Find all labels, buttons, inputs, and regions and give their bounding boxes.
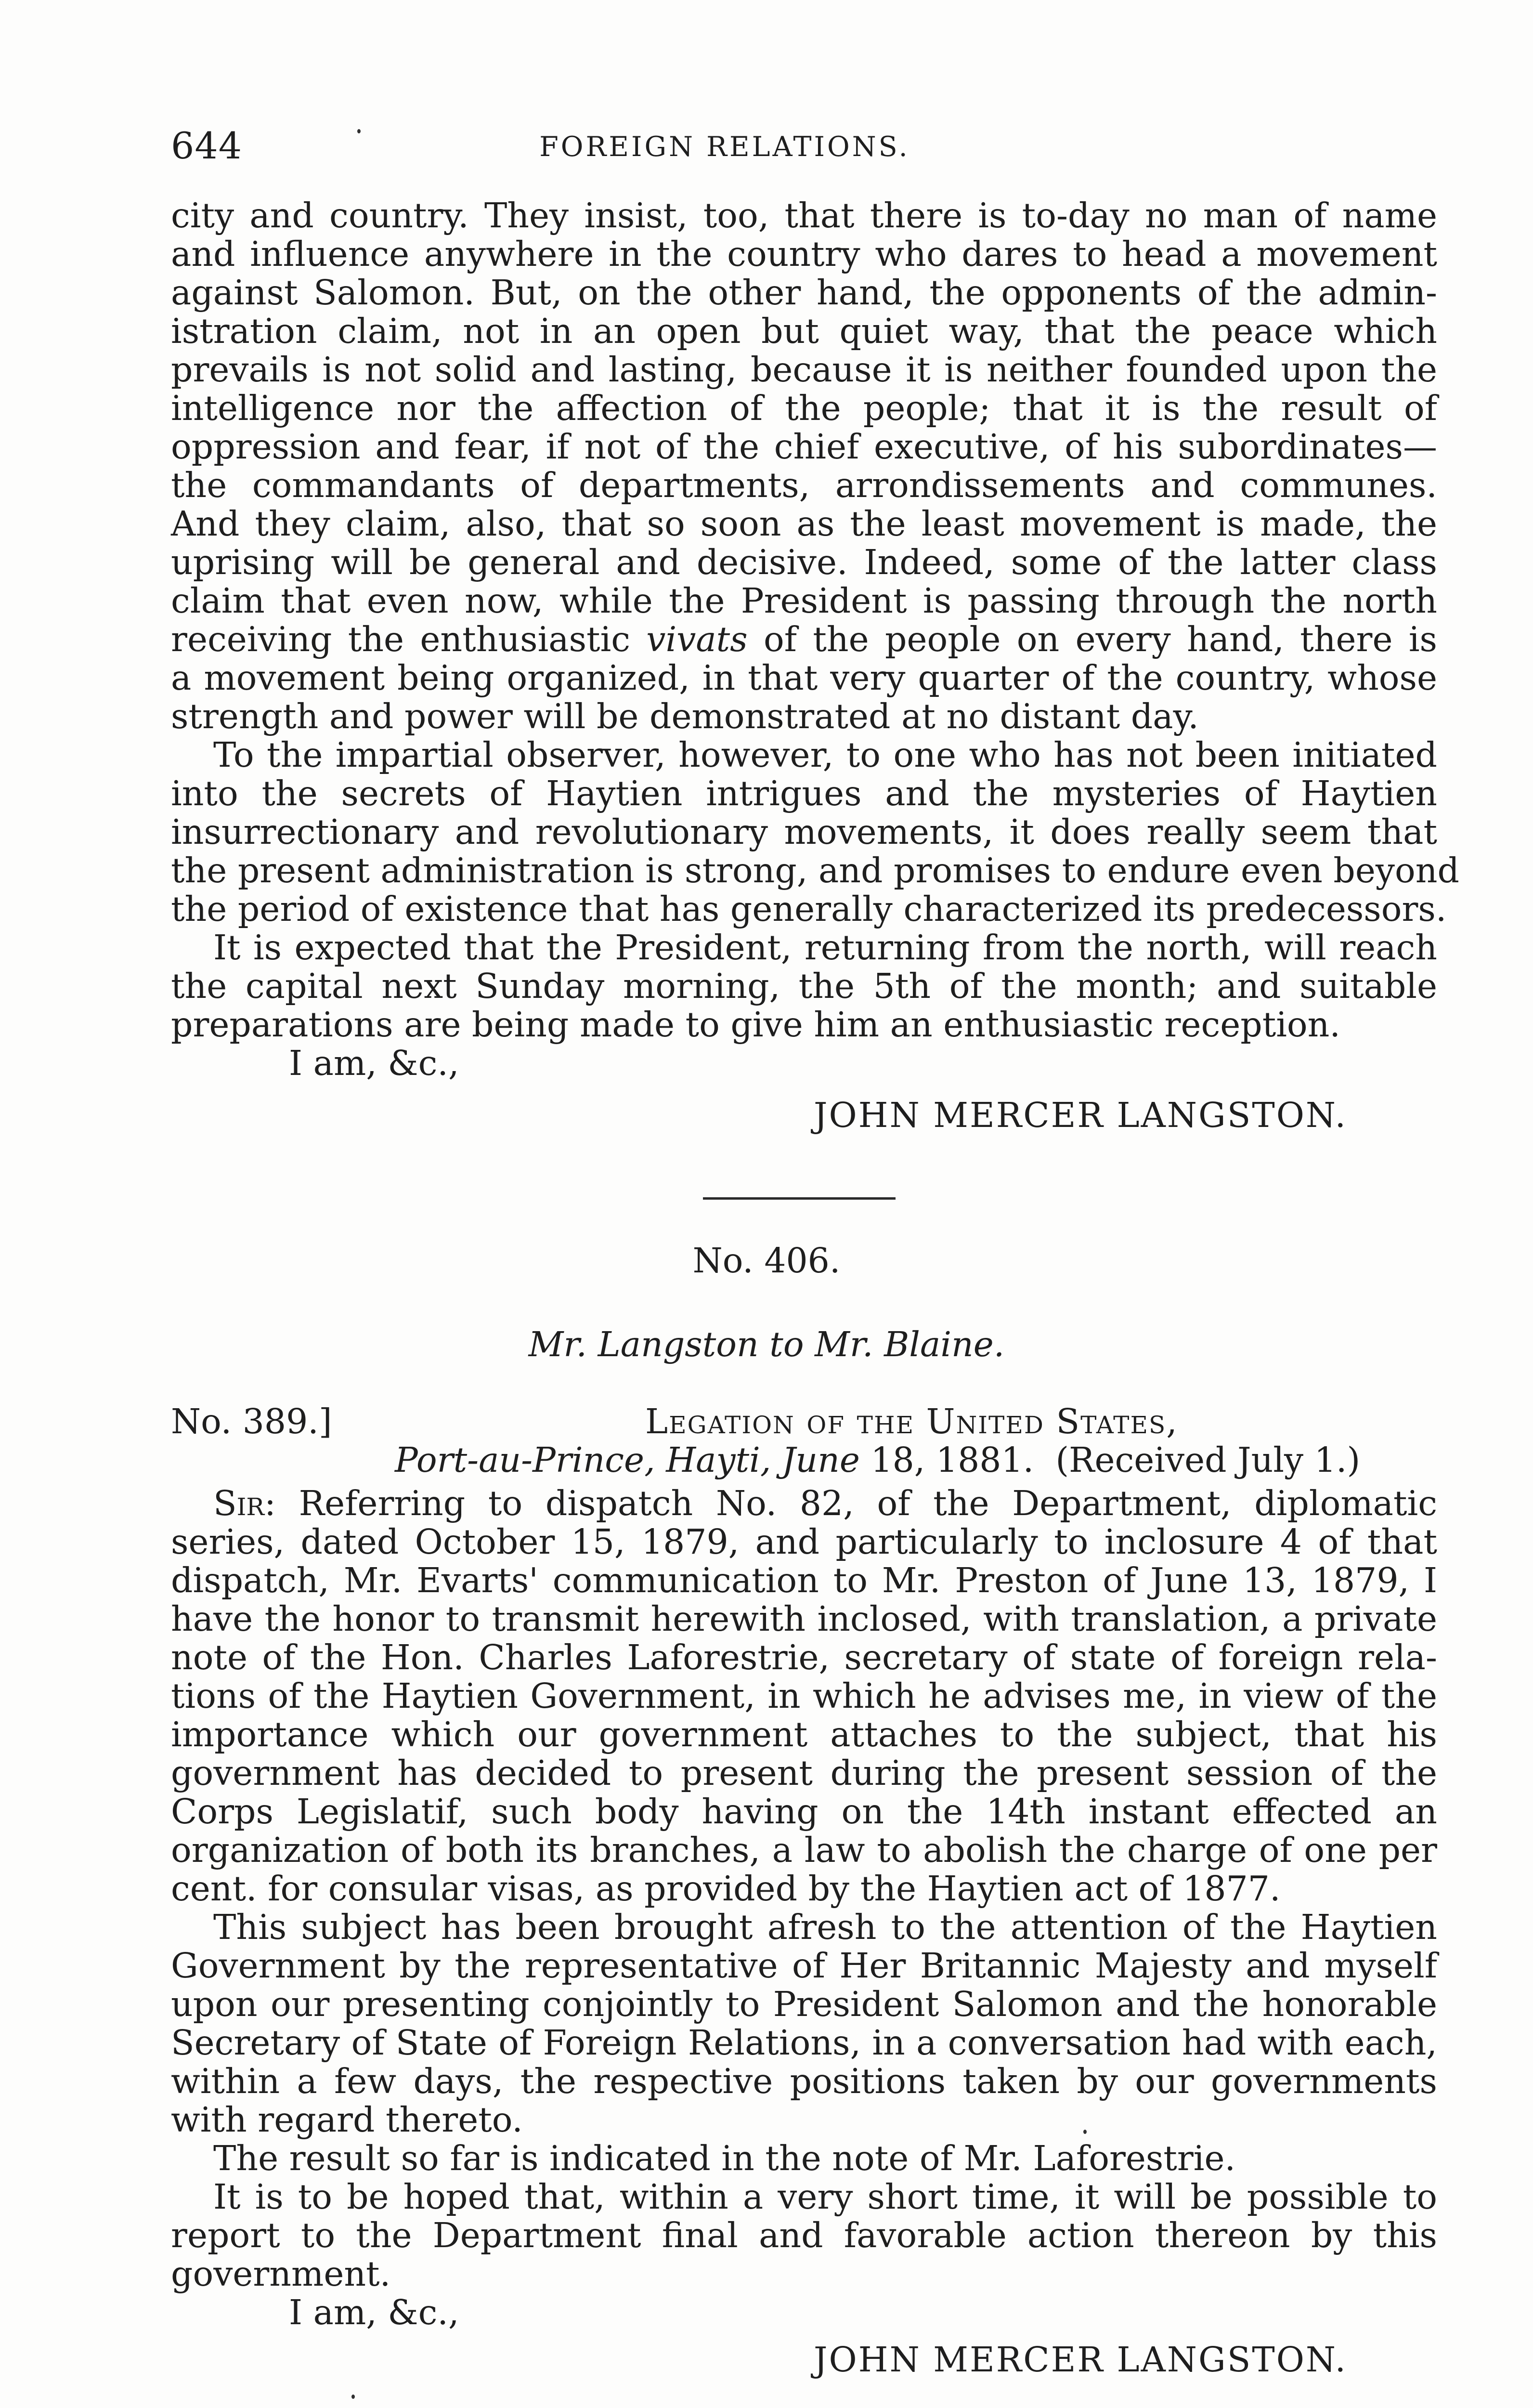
text-line: tions of the Haytien Government, in which he advises me, in view of the xyxy=(171,1676,1437,1716)
text-line: government. xyxy=(171,2254,391,2294)
text-line: have the honor to transmit herewith inclosed, with translation, a private xyxy=(171,1599,1437,1639)
signature: JOHN MERCER LANGSTON. xyxy=(814,1095,1348,1135)
text-line: prevails is not solid and lasting, because it is neither founded upon the xyxy=(171,350,1437,390)
text-line: series, dated October 15, 1879, and particularly to inclosure 4 of that xyxy=(171,1522,1437,1562)
text-line: and influence anywhere in the country who dares to head a movement xyxy=(171,234,1437,274)
dateline xyxy=(395,1440,1360,1480)
text-line: The result so far is indicated in the note of Mr. Laforestrie. xyxy=(213,2138,1236,2178)
dispatch-number: No. 389.] xyxy=(171,1401,332,1441)
section-divider xyxy=(703,1197,896,1200)
text-line: organization of both its branches, a law to abolish the charge of one per xyxy=(171,1830,1437,1870)
text-line: strength and power will be demonstrated at no distant day. xyxy=(171,696,1199,736)
scan-speck xyxy=(357,129,361,133)
running-title: FOREIGN RELATIONS. xyxy=(539,131,910,163)
paragraph-hoped xyxy=(171,2178,1437,2293)
text-line: uprising will be general and decisive. Indeed, some of the latter class xyxy=(171,542,1437,582)
salutation: Sir xyxy=(213,1483,265,1523)
text-line: insurrectionary and revolutionary movements, it does really seem that xyxy=(171,812,1437,852)
page-number: 644 xyxy=(171,124,243,167)
paragraph-referring xyxy=(171,1484,1437,1908)
text-line: istration claim, not in an open but quiet way, that the peace which xyxy=(171,311,1437,351)
text-line: preparations are being made to give him an enthusiastic reception. xyxy=(171,1005,1340,1045)
scan-speck xyxy=(1083,2130,1087,2134)
dateline-day: 18, 1881. xyxy=(859,1440,1034,1480)
text-line: Government by the representative of Her Britannic Majesty and myself xyxy=(171,1946,1437,1986)
text-fragment: of the people on every hand, there is xyxy=(747,619,1437,659)
text-line: note of the Hon. Charles Laforestrie, secretary of state of foreign rela- xyxy=(171,1637,1437,1677)
text-line: cent. for consular visas, as provided by the Haytien act of 1877. xyxy=(171,1869,1281,1909)
text-line: upon our presenting conjointly to President Salomon and the honorable xyxy=(171,1984,1437,2024)
text-line: the capital next Sunday morning, the 5th of the month; and suitable xyxy=(171,966,1437,1006)
received-note: (Received July 1.) xyxy=(1055,1440,1361,1480)
text-line: claim that even now, while the President is passing through the north xyxy=(171,581,1437,621)
document-number: No. 406. xyxy=(692,1241,841,1281)
text-line: with regard thereto. xyxy=(171,2100,523,2140)
paragraph-continuation xyxy=(171,196,1437,736)
text-line: oppression and fear, if not of the chief executive, of his subordinates— xyxy=(171,427,1437,467)
text-line: To the impartial observer, however, to one who has not been initiated xyxy=(213,735,1437,775)
text-line: within a few days, the respective positions taken by our governments xyxy=(171,2061,1437,2101)
text-line: government has decided to present during the present session of the xyxy=(171,1753,1437,1793)
text-line: dispatch, Mr. Evarts' communication to Mr. Preston of June 13, 1879, I xyxy=(171,1560,1437,1600)
text-fragment: : Referring to dispatch No. 82, of the Department, diplomatic xyxy=(264,1483,1437,1523)
scan-speck xyxy=(351,2395,355,2399)
text-line: the commandants of departments, arrondissements and communes. xyxy=(171,465,1437,505)
text-line: It is expected that the President, returning from the north, will reach xyxy=(213,928,1437,968)
text-line: the present administration is strong, and promises to endure even beyond xyxy=(171,851,1459,890)
text-line: This subject has been brought afresh to the attention of the Haytien xyxy=(213,1907,1437,1947)
text-line: into the secrets of Haytien intrigues and the mysteries of Haytien xyxy=(171,773,1437,813)
text-line: against Salomon. But, on the other hand, the opponents of the admin- xyxy=(171,273,1437,313)
closing-salutation: I am, &c., xyxy=(289,1043,459,1083)
legation-heading: Legation of the United States, xyxy=(645,1401,1178,1441)
dateline-place: Port-au-Prince, Hayti, June xyxy=(395,1440,860,1480)
document-title: Mr. Langston to Mr. Blaine. xyxy=(528,1324,1005,1364)
paragraph-subject xyxy=(171,1908,1437,2139)
text-line: city and country. They insist, too, that there is to-day no man of name xyxy=(171,196,1437,236)
text-line: And they claim, also, that so soon as the least movement is made, the xyxy=(171,504,1437,544)
italic-word: vivats xyxy=(646,619,748,659)
paragraph-observer xyxy=(171,735,1459,929)
text-line: Secretary of State of Foreign Relations, in a conversation had with each, xyxy=(171,2023,1437,2063)
text-line: Corps Legislatif, such body having on the 14th instant effected an xyxy=(171,1792,1437,1832)
text-fragment: receiving the enthusiastic xyxy=(171,619,647,659)
page-header xyxy=(171,124,1442,177)
text-line: intelligence nor the affection of the people; that it is the result of xyxy=(171,388,1437,428)
text-line: a movement being organized, in that very quarter of the country, whose xyxy=(171,658,1437,698)
signature: JOHN MERCER LANGSTON. xyxy=(814,2340,1348,2380)
text-line: the period of existence that has generally characterized its predecessors. xyxy=(171,889,1447,929)
text-line xyxy=(171,620,1437,659)
text-line: It is to be hoped that, within a very short time, it will be possible to xyxy=(213,2177,1437,2217)
paragraph-expected xyxy=(171,929,1437,1044)
closing-salutation: I am, &c., xyxy=(289,2292,459,2332)
text-line xyxy=(171,1484,1437,1523)
paragraph-result xyxy=(171,2139,1437,2178)
text-line: importance which our government attaches to the subject, that his xyxy=(171,1714,1437,1754)
text-line: report to the Department final and favorable action thereon by this xyxy=(171,2215,1437,2255)
